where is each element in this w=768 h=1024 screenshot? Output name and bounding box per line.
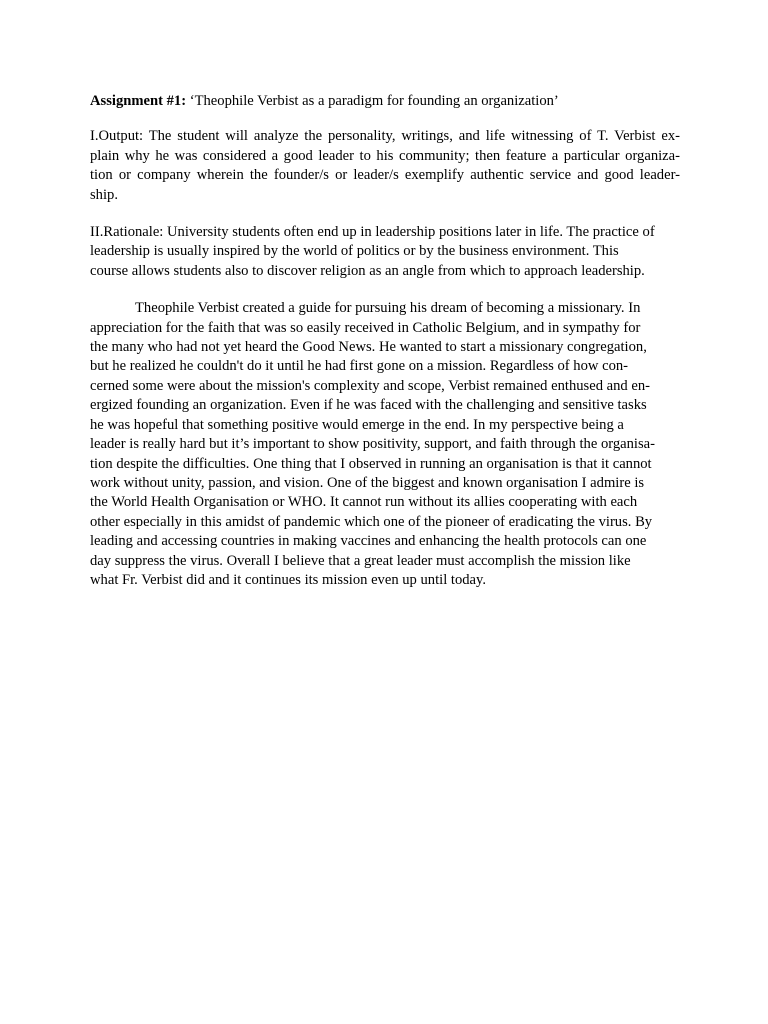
assignment-topic: ‘Theophile Verbist as a paradigm for founding an organization’: [189, 93, 559, 109]
essay-line: work without unity, passion, and vision. One of the biggest and known organisation I admire is: [90, 474, 645, 491]
essay-line: but he realized he couldn't do it until he had first gone on a mission. Regardless of how con-: [90, 358, 629, 375]
essay-line: the World Health Organisation or WHO. It cannot run without its allies cooperating with each: [90, 494, 638, 511]
essay-line: other especially in this amidst of pandemic which one of the pioneer of eradicating the virus. By: [90, 513, 653, 530]
rationale-line: leadership is usually inspired by the world of politics or by the business environment. This: [90, 243, 619, 260]
essay-line: what Fr. Verbist did and it continues its mission even up until today.: [90, 571, 487, 588]
assignment-title: [90, 92, 680, 111]
essay-line: leading and accessing countries in making vaccines and enhancing the health protocols can one: [90, 533, 647, 550]
rationale-line: II.Rationale: University students often end up in leadership positions later in life. The practice of: [90, 224, 655, 241]
output-line: I.Output: The student will analyze the personality, writings, and life witnessing of T. Verbist ex-: [90, 128, 680, 145]
essay-line: Theophile Verbist created a guide for pursuing his dream of becoming a missionary. In: [135, 300, 641, 317]
essay-line: the many who had not yet heard the Good News. He wanted to start a missionary congregation,: [90, 339, 647, 356]
essay-section: [90, 299, 680, 590]
essay-line: he was hopeful that something positive would emerge in the end. In my perspective being a: [90, 416, 624, 433]
output-line: plain why he was considered a good leader to his community; then feature a particular organiza-: [90, 147, 680, 164]
output-section: [90, 127, 680, 205]
essay-line: day suppress the virus. Overall I believe that a great leader must accomplish the mission like: [90, 552, 631, 569]
essay-line: leader is really hard but it’s important to show positivity, support, and faith through the organisa-: [90, 436, 656, 453]
essay-line: tion despite the difficulties. One thing that I observed in running an organisation is that it cannot: [90, 455, 652, 472]
essay-line: cerned some were about the mission's complexity and scope, Verbist remained enthused and en-: [90, 377, 651, 394]
rationale-line: course allows students also to discover religion as an angle from which to approach leadership.: [90, 262, 645, 279]
essay-line: ergized founding an organization. Even if he was faced with the challenging and sensitive tasks: [90, 397, 647, 414]
document-body: [90, 92, 680, 608]
essay-line: appreciation for the faith that was so easily received in Catholic Belgium, and in sympathy for: [90, 319, 641, 336]
assignment-label: Assignment #1:: [90, 93, 187, 109]
rationale-section: [90, 223, 680, 281]
output-line: ship.: [90, 186, 118, 203]
output-line: tion or company wherein the founder/s or leader/s exemplify authentic service and good leader-: [90, 167, 680, 184]
